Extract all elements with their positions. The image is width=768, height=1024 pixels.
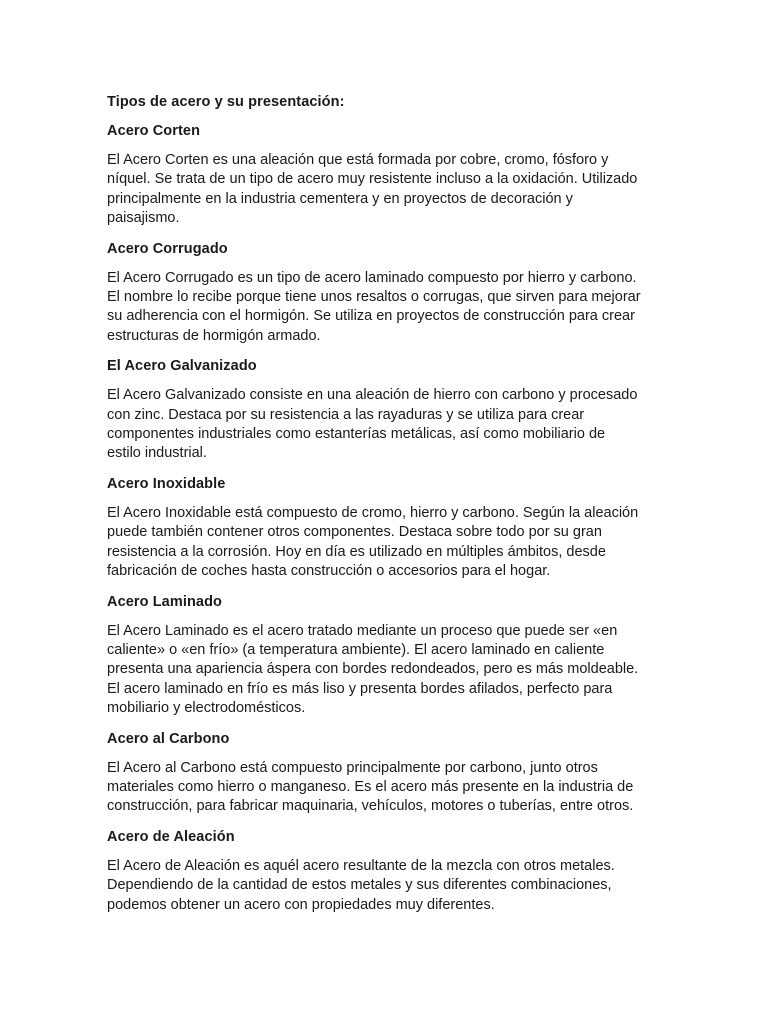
section-heading: Acero Laminado — [107, 593, 223, 610]
section-acero-laminado — [107, 593, 667, 719]
section-acero-de-aleacion — [107, 828, 667, 915]
section-body: El Acero al Carbono está compuesto principalmente por carbono, junto otros materiales como hierro o manganeso. Es el acero más presente en la industria de construcción, para fabricar maquinaria, vehículos, motores o tuberías, entre otros. — [107, 759, 634, 815]
section-heading: El Acero Galvanizado — [107, 358, 257, 375]
section-body: El Acero Corten es una aleación que está formada por cobre, cromo, fósforo y níquel. Se trata de un tipo de acero muy resistente incluso a la oxidación. Utilizado principalmente en la industria cementera y en proyectos de decoración y paisajismo. — [107, 152, 638, 227]
section-body: El Acero Laminado es el acero tratado mediante un proceso que puede ser «en caliente» o «en frío» (a temperatura ambiente). El acero laminado en caliente presenta una apariencia áspera con bordes redondeados, pero es más moldeable. El acero laminado en frío es más liso y presenta bordes afilados, perfecto para mobiliario y electrodomésticos. — [107, 622, 639, 717]
section-body: El Acero de Aleación es aquél acero resultante de la mezcla con otros metales. Dependiendo de la cantidad de estos metales y sus diferentes combinaciones, podemos obtener un acero con propiedades muy diferentes. — [107, 857, 615, 913]
section-acero-al-carbono — [107, 730, 667, 817]
section-body: El Acero Corrugado es un tipo de acero laminado compuesto por hierro y carbono. El nombre lo recibe porque tiene unos resaltos o corrugas, que sirven para mejorar su adherencia con el hormigón. Se utiliza en proyectos de construcción para crear estructuras de hormigón armado. — [107, 269, 641, 344]
section-heading: Acero Inoxidable — [107, 475, 226, 492]
section-heading: Acero Corrugado — [107, 240, 228, 257]
document-title: Tipos de acero y su presentación: — [107, 94, 345, 110]
document-page — [107, 93, 667, 926]
section-heading: Acero al Carbono — [107, 730, 230, 747]
section-acero-inoxidable — [107, 475, 667, 582]
section-acero-corrugado — [107, 240, 667, 347]
section-heading: Acero Corten — [107, 123, 201, 139]
section-acero-galvanizado — [107, 357, 667, 464]
section-acero-corten — [107, 122, 667, 229]
section-body: El Acero Inoxidable está compuesto de cromo, hierro y carbono. Según la aleación puede también contener otros componentes. Destaca sobre todo por su gran resistencia a la corrosión. Hoy en día es utilizado en múltiples ámbitos, desde fabricación de coches hasta construcción o accesorios para el hogar. — [107, 504, 639, 580]
section-body: El Acero Galvanizado consiste en una aleación de hierro con carbono y procesado con zinc. Destaca por su resistencia a las rayaduras y se utiliza para crear componentes industriales como estanterías metálicas, así como mobiliario de estilo industrial. — [107, 387, 638, 462]
section-heading: Acero de Aleación — [107, 828, 235, 845]
